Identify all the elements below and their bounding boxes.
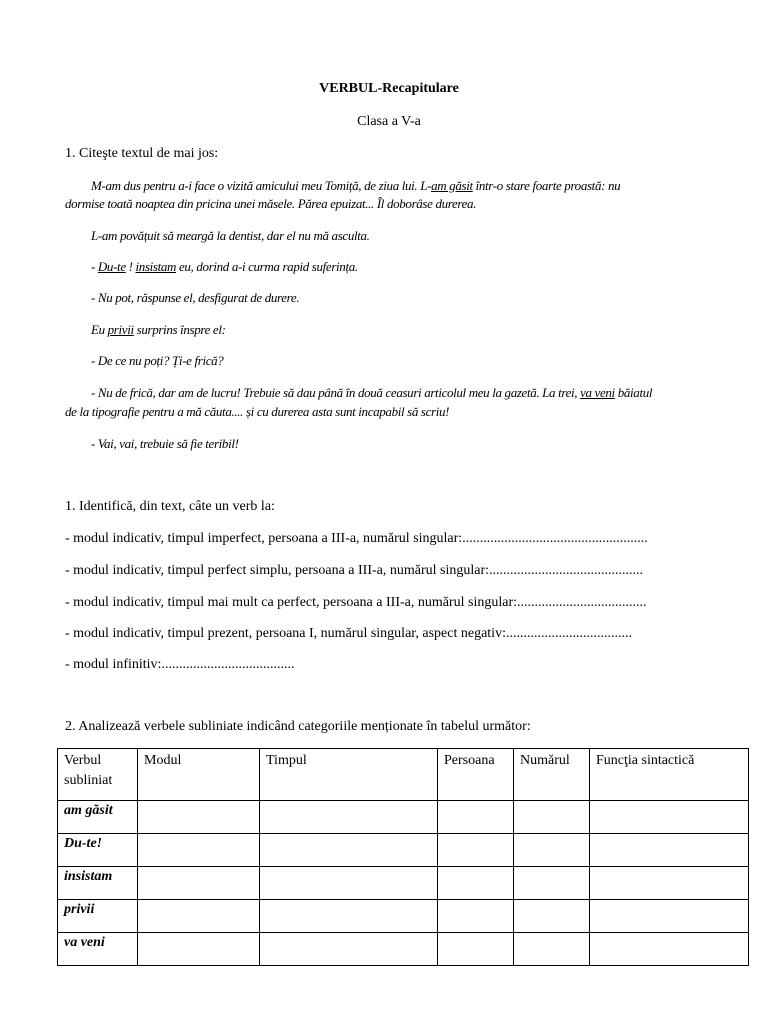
page-title: VERBUL-Recapitulare [319,81,459,96]
answer-cell[interactable] [138,933,260,966]
answer-cell[interactable] [138,834,260,867]
table-header-row [58,749,749,801]
table-row [58,900,749,933]
header-person: Persoana [438,749,514,801]
answer-cell[interactable] [590,867,749,900]
story-line: - De ce nu poți? Ți-e frică? [91,353,224,368]
story-line: de la tipografie pentru a mă căuta.... și cu durerea asta sunt incapabil să scriu! [65,404,450,419]
answer-cell[interactable] [260,801,438,834]
answer-cell[interactable] [590,801,749,834]
story-line: dormise toată noaptea din pricina unei măsele. Părea epuizat... Îl doborâse durerea. [65,196,477,211]
answer-cell[interactable] [438,834,514,867]
answer-cell[interactable] [438,801,514,834]
task1-item: - modul indicativ, timpul imperfect, persoana a III-a, numărul singular:..................................................... [65,531,648,546]
row-verb: privii [58,900,138,933]
header-number: Numărul [514,749,590,801]
answer-cell[interactable] [138,801,260,834]
answer-cell[interactable] [260,867,438,900]
answer-cell[interactable] [514,801,590,834]
row-verb: va veni [58,933,138,966]
answer-cell[interactable] [514,900,590,933]
answer-cell[interactable] [514,834,590,867]
story-line: M-am dus pentru a-i face o vizită amicului meu Tomiță, de ziua lui. L-am găsit într-o stare foarte proastă: nu [91,178,621,193]
answer-cell[interactable] [260,933,438,966]
answer-cell[interactable] [590,900,749,933]
answer-cell[interactable] [514,933,590,966]
answer-cell[interactable] [260,834,438,867]
table-row [58,834,749,867]
verb-analysis-table [57,748,749,966]
task1-item: - modul indicativ, timpul prezent, persoana I, numărul singular, aspect negativ:.................................... [65,626,632,641]
row-verb: insistam [58,867,138,900]
answer-cell[interactable] [438,933,514,966]
answer-cell[interactable] [438,900,514,933]
story-line: - Vai, vai, trebuie să fie teribil! [91,436,239,451]
table-row [58,867,749,900]
story-line: - Nu de frică, dar am de lucru! Trebuie să dau până în două ceasuri articolul meu la gazetă. La trei, va veni băiatul [91,385,653,400]
page-subtitle: Clasa a V-a [357,114,421,129]
row-verb: Du-te! [58,834,138,867]
task1-item: - modul infinitiv:...................................... [65,657,295,672]
answer-cell[interactable] [438,867,514,900]
task2-heading: 2. Analizează verbele subliniate indicând categoriile menționate în tabelul următor: [65,719,531,734]
story-line: Eu privii surprins înspre el: [91,322,226,337]
answer-cell[interactable] [514,867,590,900]
answer-cell[interactable] [590,933,749,966]
table-row [58,933,749,966]
answer-cell[interactable] [138,867,260,900]
story-line: L-am povățuit să meargă la dentist, dar el nu mă asculta. [91,228,370,243]
answer-cell[interactable] [138,900,260,933]
answer-cell[interactable] [260,900,438,933]
row-verb: am găsit [58,801,138,834]
header-tense: Timpul [260,749,438,801]
task1-item: - modul indicativ, timpul mai mult ca perfect, persoana a III-a, numărul singular:..................................... [65,595,647,610]
answer-cell[interactable] [590,834,749,867]
table-row [58,801,749,834]
exercise-intro: 1. Citeşte textul de mai jos: [65,146,219,161]
story-line: - Du-te ! insistam eu, dorind a-i curma rapid suferința. [91,259,358,274]
header-verb: Verbul subliniat [58,749,138,801]
task1-heading: 1. Identifică, din text, câte un verb la: [65,499,275,514]
header-mode: Modul [138,749,260,801]
story-line: - Nu pot, răspunse el, desfigurat de durere. [91,290,300,305]
task1-item: - modul indicativ, timpul perfect simplu, persoana a III-a, numărul singular:............................................ [65,563,644,578]
header-function: Funcţia sintactică [590,749,749,801]
